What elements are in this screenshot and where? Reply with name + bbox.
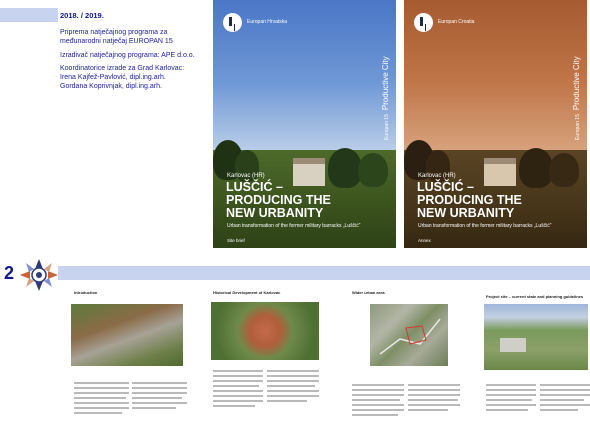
cover-brand: Europan Hrvatska: [247, 19, 288, 25]
cover-vertical-title: Europan 15Productive City: [381, 56, 390, 140]
text-line: [267, 370, 319, 372]
cover-footer: Annex: [418, 238, 431, 243]
text-line: [352, 404, 404, 406]
barracks-building-photo: [500, 338, 526, 352]
text-line: [213, 400, 263, 402]
text-line: [132, 382, 187, 384]
text-line: [267, 390, 319, 392]
text-line: [213, 385, 259, 387]
europan-logo: [223, 13, 242, 32]
text-line: [213, 405, 255, 407]
spread-historical-development: [207, 284, 337, 443]
spread-heading: Project site – current state and planning guidelines: [486, 294, 584, 299]
spread-heading: Historical Development of Karlovac: [213, 290, 281, 295]
text-line: [74, 397, 126, 399]
year-bar: [0, 8, 58, 22]
site-map-overlay: [370, 304, 448, 366]
text-line: [352, 394, 404, 396]
text-line: [74, 412, 122, 414]
info-line: međunarodni natječaj EUROPAN 15: [60, 38, 173, 45]
text-line: [132, 402, 187, 404]
text-line: [352, 414, 398, 416]
text-line: [267, 375, 319, 377]
text-line: [408, 384, 460, 386]
info-line: Gordana Koprivnjak, dipl.ing.arh.: [60, 83, 162, 90]
text-line: [132, 407, 176, 409]
text-line: [352, 389, 404, 391]
text-line: [408, 404, 460, 406]
aerial-photo: [211, 302, 319, 360]
text-line: [74, 392, 129, 394]
year-label: 2018. / 2019.: [60, 11, 104, 20]
text-line: [213, 380, 263, 382]
text-line: [540, 409, 578, 411]
cover-title: LUŠČIĆ – PRODUCING THE NEW URBANITY: [417, 180, 522, 220]
text-line: [540, 404, 590, 406]
text-line: [540, 389, 590, 391]
info-block: [0, 0, 205, 118]
text-line: [267, 380, 319, 382]
text-line: [486, 389, 536, 391]
text-line: [267, 400, 307, 402]
text-line: [74, 407, 129, 409]
text-line: [486, 399, 532, 401]
text-line: [74, 402, 129, 404]
info-line: Irena Kajfež-Pavlović, dipl.ing.arh.: [60, 74, 166, 81]
page-number: 2: [4, 263, 15, 283]
spread-heading: Wider urban area: [352, 290, 385, 295]
text-line: [486, 384, 536, 386]
cover-footer: Site brief: [227, 238, 245, 243]
spread-introduction: [68, 284, 198, 443]
spread-project-site: [480, 284, 590, 443]
info-line: Priprema natječajnog programa za: [60, 29, 168, 36]
cover-vertical-title: Europan 15Productive City: [572, 56, 581, 140]
compass-badge-icon: [18, 258, 60, 292]
cover-site-brief: [213, 0, 396, 248]
aerial-photo: [71, 304, 183, 366]
cover-subtitle: Urban transformation of the former military barracks „Luščić“: [227, 223, 361, 229]
cover-annex: [404, 0, 587, 248]
text-line: [132, 387, 187, 389]
info-line: Koordinatorice izrade za Grad Karlovac:: [60, 65, 185, 72]
text-line: [213, 370, 263, 372]
text-line: [540, 384, 590, 386]
cover-subtitle: Urban transformation of the former military barracks „Luščić“: [418, 223, 552, 229]
text-line: [408, 409, 448, 411]
text-line: [486, 409, 528, 411]
text-line: [352, 399, 400, 401]
text-line: [486, 404, 536, 406]
text-line: [132, 397, 182, 399]
text-line: [540, 399, 584, 401]
cover-location: Karlovac (HR): [418, 173, 456, 179]
text-line: [408, 399, 458, 401]
text-line: [408, 394, 460, 396]
text-line: [352, 409, 404, 411]
text-line: [352, 384, 404, 386]
text-line: [213, 375, 263, 377]
text-line: [486, 394, 536, 396]
text-line: [213, 395, 263, 397]
cover-location: Karlovac (HR): [227, 173, 265, 179]
spread-heading: Introduction: [74, 290, 98, 295]
spread-wider-urban-area: [346, 284, 476, 443]
text-line: [540, 394, 590, 396]
section-separator-bar: [58, 266, 590, 280]
text-line: [408, 389, 460, 391]
info-line: Izradivač natječajnog programa: APE d.o.o.: [60, 52, 195, 59]
text-line: [74, 382, 129, 384]
cover-title: LUŠČIĆ – PRODUCING THE NEW URBANITY: [226, 180, 331, 220]
text-line: [74, 387, 129, 389]
text-line: [267, 385, 315, 387]
text-line: [132, 392, 187, 394]
site-aerial-photo: [484, 304, 588, 370]
cover-brand: Europan Croatia: [438, 19, 475, 25]
text-line: [267, 395, 319, 397]
text-line: [213, 390, 263, 392]
europan-logo: [414, 13, 433, 32]
